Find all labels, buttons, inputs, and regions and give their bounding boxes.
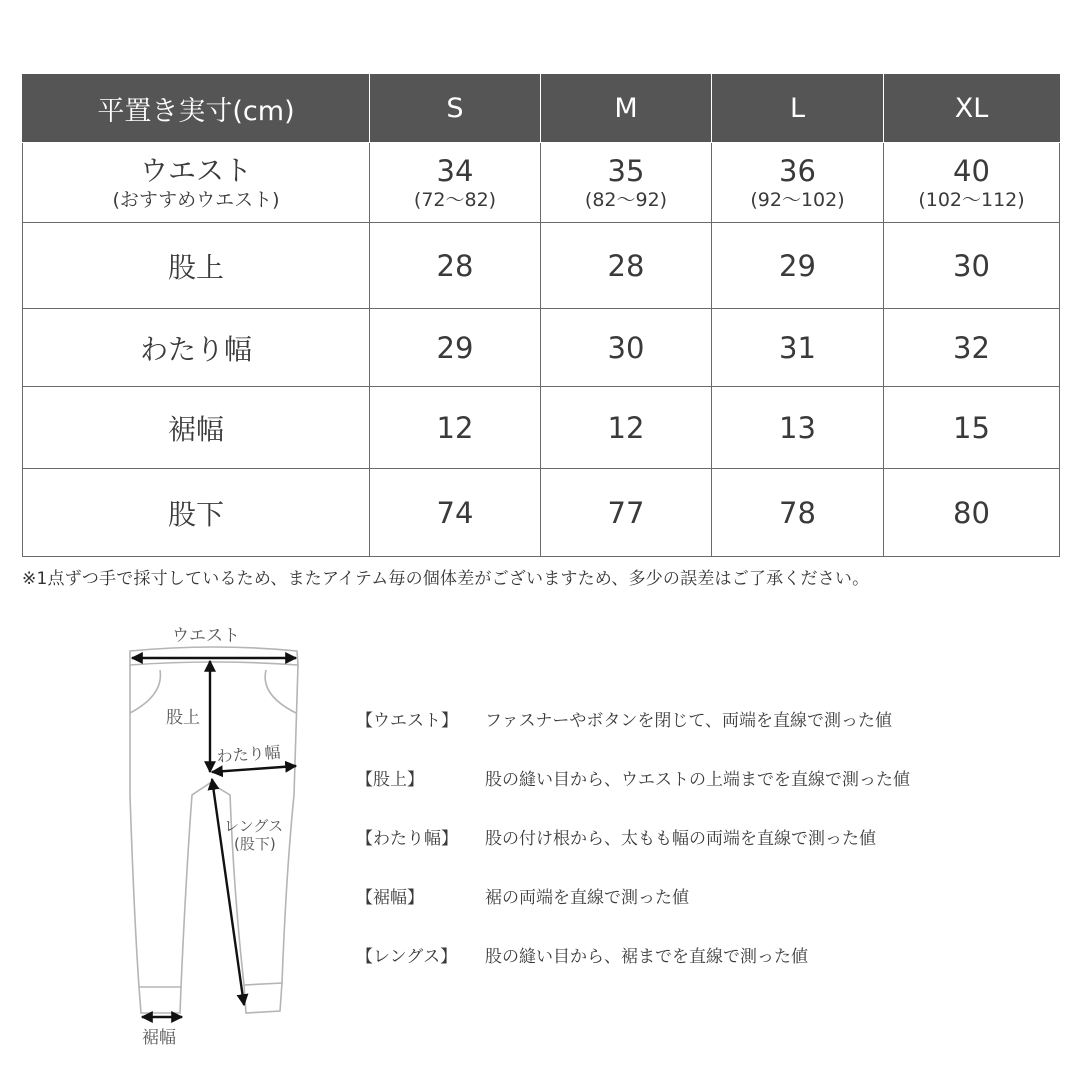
legend-desc-hem: 裾の両端を直線で測った値 xyxy=(485,888,689,908)
row-label-waist xyxy=(23,143,370,223)
legend-item xyxy=(356,877,1056,936)
header-size-s: S xyxy=(370,75,541,143)
cell-hem-l: 13 xyxy=(712,387,884,469)
legend-key-hem: 【裾幅】 xyxy=(356,888,424,908)
cell-waist-l: 36 (92〜102) xyxy=(712,143,884,223)
legend-item xyxy=(356,759,1056,818)
header-size-m: M xyxy=(541,75,712,143)
diagram-hem-label: 裾幅 xyxy=(142,1028,176,1048)
measurement-legend xyxy=(356,700,1056,995)
row-label-thigh: わたり幅 xyxy=(23,309,370,387)
legend-key-length: 【レングス】 xyxy=(356,947,458,967)
table-row-inseam xyxy=(23,469,1060,557)
cell-thigh-xl: 32 xyxy=(884,309,1060,387)
legend-item xyxy=(356,700,1056,759)
cell-hem-xl: 15 xyxy=(884,387,1060,469)
legend-key-waist: 【ウエスト】 xyxy=(356,711,458,731)
waist-label: ウエスト xyxy=(139,153,252,187)
legend-key-rise: 【股上】 xyxy=(356,770,424,790)
table-header-row xyxy=(23,75,1060,143)
diagram-thigh-label: わたり幅 xyxy=(215,742,282,766)
row-label-inseam: 股下 xyxy=(23,469,370,557)
legend-desc-length: 股の縫い目から、裾までを直線で測った値 xyxy=(485,947,808,967)
measurement-note: ※1点ずつ手で採寸しているため、またアイテム毎の個体差がございますため、多少の誤差はご了承ください。 xyxy=(22,569,870,589)
pants-diagram xyxy=(120,615,320,1055)
cell-waist-xl: 40 (102〜112) xyxy=(884,143,1060,223)
cell-waist-m: 35 (82〜92) xyxy=(541,143,712,223)
legend-key-thigh: 【わたり幅】 xyxy=(356,829,458,849)
cell-inseam-m: 77 xyxy=(541,469,712,557)
cell-hem-m: 12 xyxy=(541,387,712,469)
cell-inseam-s: 74 xyxy=(370,469,541,557)
cell-thigh-m: 30 xyxy=(541,309,712,387)
header-size-xl: XL xyxy=(884,75,1060,143)
diagram-rise-label: 股上 xyxy=(166,708,200,728)
table-row-thigh xyxy=(23,309,1060,387)
cell-inseam-l: 78 xyxy=(712,469,884,557)
legend-item xyxy=(356,818,1056,877)
cell-rise-s: 28 xyxy=(370,223,541,309)
diagram-waist-label: ウエスト xyxy=(172,626,240,646)
header-size-l: L xyxy=(712,75,884,143)
diagram-length-sub-label: (股下) xyxy=(234,835,276,853)
cell-inseam-xl: 80 xyxy=(884,469,1060,557)
cell-rise-l: 29 xyxy=(712,223,884,309)
diagram-length-label: レングス xyxy=(224,817,284,835)
table-row-hem xyxy=(23,387,1060,469)
table-row-rise xyxy=(23,223,1060,309)
cell-thigh-l: 31 xyxy=(712,309,884,387)
legend-desc-waist: ファスナーやボタンを閉じて、両端を直線で測った値 xyxy=(485,711,892,731)
waist-sub-label: (おすすめウエスト) xyxy=(112,188,280,211)
legend-desc-thigh: 股の付け根から、太もも幅の両端を直線で測った値 xyxy=(485,829,876,849)
header-label: 平置き実寸(cm) xyxy=(23,75,370,143)
cell-thigh-s: 29 xyxy=(370,309,541,387)
row-label-rise: 股上 xyxy=(23,223,370,309)
cell-rise-xl: 30 xyxy=(884,223,1060,309)
row-label-hem: 裾幅 xyxy=(23,387,370,469)
cell-hem-s: 12 xyxy=(370,387,541,469)
cell-rise-m: 28 xyxy=(541,223,712,309)
size-table xyxy=(22,74,1060,557)
legend-item xyxy=(356,936,1056,995)
table-row-waist xyxy=(23,143,1060,223)
cell-waist-s: 34 (72〜82) xyxy=(370,143,541,223)
legend-desc-rise: 股の縫い目から、ウエストの上端までを直線で測った値 xyxy=(485,770,910,790)
